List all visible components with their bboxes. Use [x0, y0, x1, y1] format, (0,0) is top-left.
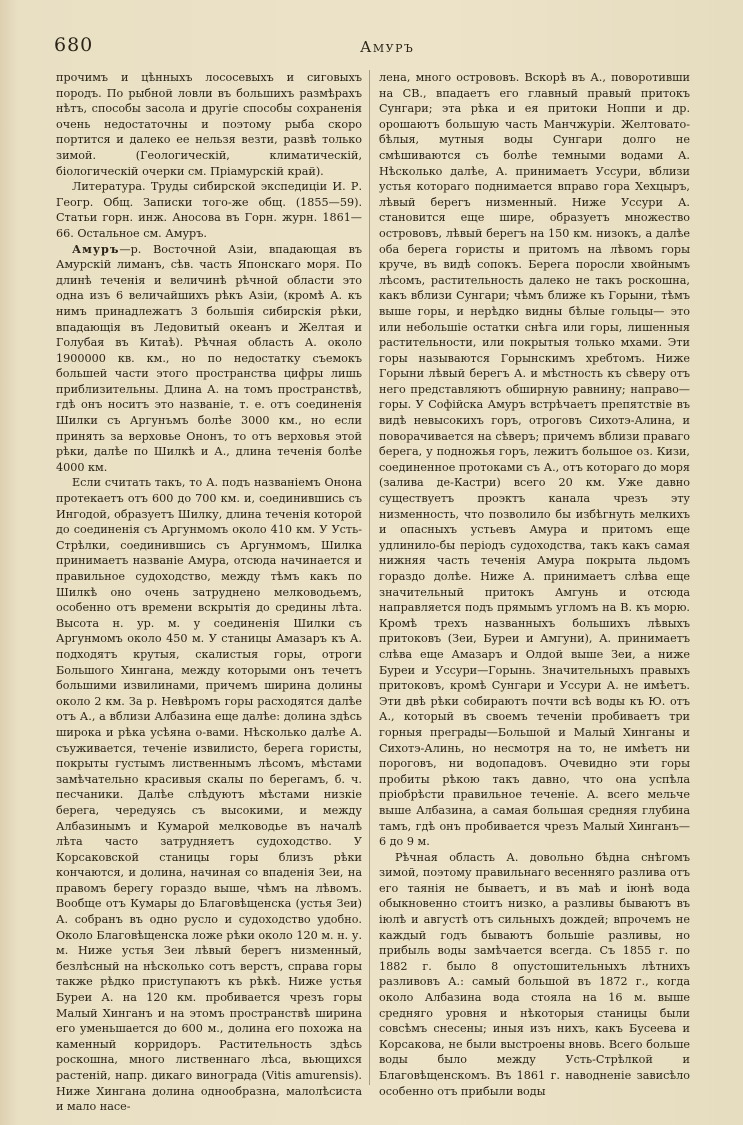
- entry-body: —р. Восточной Азіи, впадающая въ Амурскій лиманъ, сѣв. часть Японскаго моря. По длинѣ теченія и величинѣ рѣчной области это одна изъ 6 величайшихъ рѣкъ Азіи, (кромѣ А. къ нимъ принадлежатъ 3 большія сибирскія рѣки, впадающія въ Ледовитый океанъ и Желтая и Голубая въ Китаѣ). Рѣчная область А. около 1900000 кв. км., но по недостатку съемокъ большей части этого пространства цифры лишь приблизительны. Длина А. на томъ пространствѣ, гдѣ онъ носитъ это названіе, т. е. отъ соединенія Шилки съ Аргунъмъ болѣе 3000 км., но если принять за верховье Ононъ, то отъ верховья этой рѣки, далѣе по Шилкѣ и А., длина теченія болѣе 4000 км.: [56, 242, 362, 474]
- page-number: 680: [54, 34, 94, 56]
- left-column: [56, 70, 362, 1114]
- right-column: [379, 70, 690, 1098]
- entry-headword: Амуръ: [72, 241, 120, 256]
- paragraph-amur-entry: [56, 242, 362, 476]
- paragraph-fish-end: прочимъ и цѣнныхъ лососевыхъ и сиговыхъ породъ. По рыбной ловли въ большихъ размѣрахъ нѣтъ, способы засола и другіе способы сохраненія очень недостаточны и поэтому рыба скоро портится и далеко ее нельзя везти, развѣ только зимой. (Геологическій, климатическій, біологическій очерки см. Пріамурскій край).: [56, 71, 362, 178]
- paragraph-literature: Литература. Труды сибирской экспедиціи И. Р. Геогр. Общ. Записки того-же общ. (1855—59). Статьи горн. инж. Аносова въ Горн. журн. 1861—66. Остальное см. Амуръ.: [56, 180, 362, 240]
- paragraph-onon: Если считать такъ, то А. подъ названіемъ Онона протекаетъ отъ 600 до 700 км. и, соединившись съ Ингодой, образуетъ Шилку, длина теченія которой до соединенія съ Аргунмомъ около 410 км. У Усть-Стрѣлки, соединившись съ Аргунмомъ, Шилка принимаетъ названіе Амура, отсюда начинается и правильное судоходство, между тѣмъ какъ по Шилкѣ оно очень затруднено мелководьемъ, особенно отъ времени вскрытія до средины лѣта. Высота н. ур. м. у соединенія Шилки съ Аргунмомъ около 450 м. У станицы Амазаръ къ А. подходятъ крутыя, скалистыя горы, отроги Большого Хингана, между которыми онъ течетъ большими извилинами, причемъ ширина долины около 2 км. За р. Невѣромъ горы расходятся далѣе отъ А., а вблизи Албазина еще далѣе: долина здѣсь широка и рѣка усѣяна о-вами. Нѣсколько далѣе А. съуживается, теченіе извилисто, берега гористы, покрыты густымъ лиственнымъ лѣсомъ, мѣстами замѣчательно красивыя скалы по берегамъ, б. ч. песчаники. Далѣе слѣдуютъ мѣстами низкіе берега, чередуясь съ высокими, и между Албазинымъ и Кумарой мелководье въ началѣ лѣта часто затрудняетъ судоходство. У Корсаковской станицы горы близъ рѣки кончаются, и долина, начиная со впаденія Зеи, на правомъ берегу гораздо выше, чѣмъ на лѣвомъ. Вообще отъ Кумары до Благовѣщенска (устья Зеи) А. собранъ въ одно русло и судоходство удобно. Около Благовѣщенска ложе рѣки около 120 м. н. у. м. Ниже устья Зеи лѣвый берегъ низменный, безлѣсный на нѣсколько сотъ верстъ, справа горы также рѣдко приступаютъ къ рѣкѣ. Ниже устья Буреи А. на 120 км. пробивается чрезъ горы Малый Хинганъ и на этомъ пространствѣ ширина его уменьшается до 600 м., долина его похожа на каменный корридоръ. Растительность здѣсь роскошна, много лиственнаго лѣса, вьющихся растеній, напр. дикаго винограда (Vitis amurensis). Ниже Хингана долина однообразна, малолѣсиста и мало насе-: [56, 476, 362, 1114]
- column-divider: [369, 70, 370, 1085]
- page-header: [54, 34, 714, 62]
- paragraph-floods: Рѣчная область А. довольно бѣдна снѣгомъ зимой, поэтому правильнаго весенняго разлива отъ его таянія не бываетъ, и въ маѣ и іюнѣ вода обыкновенно стоитъ низко, а разливы бываютъ въ іюлѣ и августѣ отъ сильныхъ дождей; впрочемъ не каждый годъ бываютъ большіе разливы, но прибыль воды замѣчается всегда. Съ 1855 г. по 1882 г. было 8 опустошительныхъ лѣтнихъ разливовъ А.: самый большой въ 1872 г., когда около Албазина вода стояла на 16 м. выше средняго уровня и нѣкоторыя станицы были совсѣмъ снесены; иныя изъ нихъ, какъ Бусеева и Корсакова, не были выстроены вновь. Всего больше воды было между Усть-Стрѣлкой и Благовѣщенскомъ. Въ 1861 г. наводненіе зависѣло особенно отъ прибыли воды: [379, 850, 690, 1098]
- running-title: Амуръ: [360, 38, 415, 56]
- paragraph-course-continued: лена, много острововъ. Вскорѣ въ А., поворотивши на СВ., впадаетъ его главный правый притокъ Сунгари; эта рѣка и ея притоки Ноппи и др. орошаютъ большую часть Манчжуріи. Желтовато-бѣлыя, мутныя воды Сунгари долго не смѣшиваются съ болѣе темными водами А. Нѣсколько далѣе, А. принимаетъ Уссури, вблизи устья котораго поднимается вправо гора Хехцыръ, лѣвый берегъ низменный. Ниже Уссури А. становится еще шире, образуетъ множество острововъ, лѣвый берегъ на 150 км. низокъ, а далѣе оба берега гористы и притомъ на лѣвомъ горы круче, въ видѣ сопокъ. Берега поросли хвойнымъ лѣсомъ, растительность далеко не такъ роскошна, какъ вблизи Сунгари; чѣмъ ближе къ Горыни, тѣмъ выше горы, и нерѣдко видны бѣлые гольцы— это или небольшіе остатки снѣга или горы, лишенныя растительности, или покрытыя только мхами. Эти горы называются Горынскимъ хребтомъ. Ниже Горыни лѣвый берегъ А. и мѣстность къ сѣверу отъ него представляютъ обширную равнину; направо—горы. У Софійска Амуръ встрѣчаетъ препятствіе въ видѣ невысокихъ горъ, отроговъ Сихотэ-Алина, и поворачивается на сѣверъ; причемъ вблизи праваго берега, у подножья горъ, лежитъ большое оз. Кизи, соединенное протоками съ А., отъ котораго до моря (залива де-Кастри) всего 20 км. Уже давно существуетъ проэктъ канала чрезъ эту низменность, что позволило бы избѣгнуть мелкихъ и опасныхъ устьевъ Амура и притомъ еще удлинило-бы періодъ судоходства, такъ какъ самая нижняя часть теченія Амура покрыта льдомъ гораздо долѣе. Ниже А. принимаетъ слѣва еще значительный притокъ Амгунь и отсюда направляется подъ прямымъ угломъ на В. къ морю. Кромѣ трехъ названныхъ большихъ лѣвыхъ притоковъ (Зеи, Буреи и Амгуни), А. принимаетъ слѣва еще Амазаръ и Олдой выше Зеи, а ниже Буреи и Уссури—Горынь. Значительныхъ правыхъ притоковъ, кромѣ Сунгари и Уссури А. не имѣетъ. Эти двѣ рѣки собираютъ почти всѣ воды къ Ю. отъ А., который въ своемъ теченіи пробиваетъ три горныя преграды—Большой и Малый Хинганы и Сихотэ-Алинь, но несмотря на то, не имѣетъ ни пороговъ, ни водопадовъ. Очевидно эти горы пробиты рѣкою такъ давно, что она успѣла пріобрѣсти правильное теченіе. А. всего мельче выше Албазина, а самая большая средняя глубина тамъ, гдѣ онъ пробивается чрезъ Малый Хинганъ—6 до 9 м.: [379, 71, 690, 849]
